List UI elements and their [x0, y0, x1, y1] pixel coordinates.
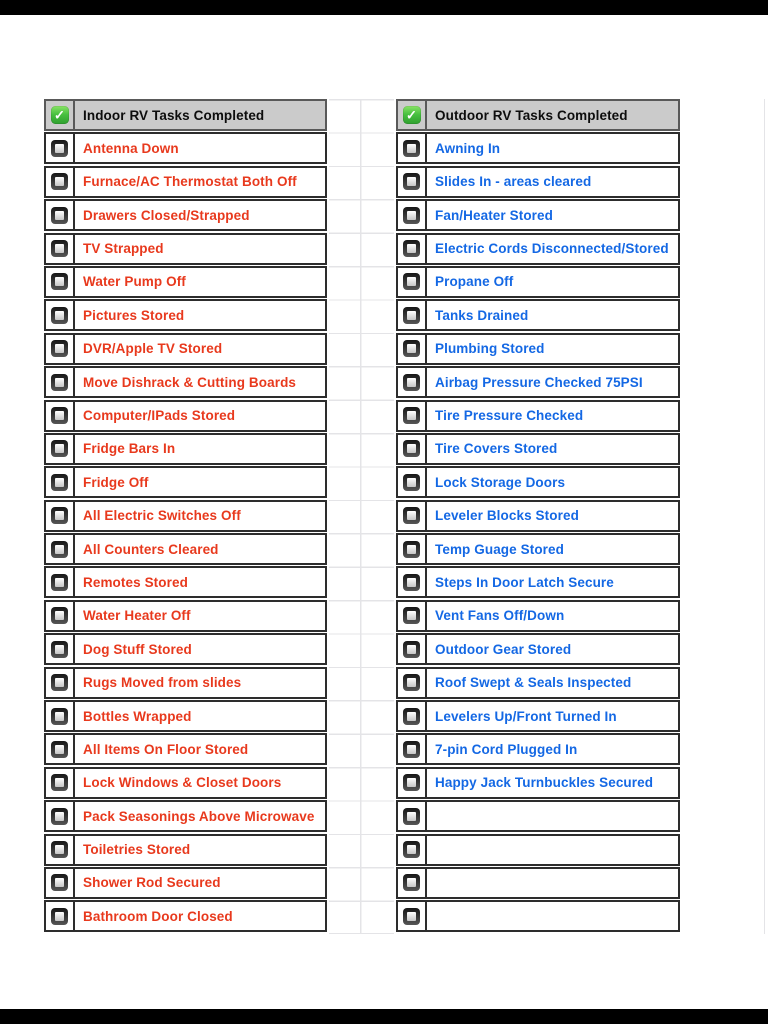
checkbox-unchecked-icon [403, 574, 420, 591]
table-row [396, 667, 680, 699]
checkbox-cell[interactable] [46, 836, 75, 864]
checkbox-unchecked-icon [51, 541, 68, 558]
checkbox-cell[interactable] [46, 902, 75, 930]
checked-checkbox-icon [51, 106, 69, 124]
document-page [0, 15, 768, 1009]
task-label: Levelers Up/Front Turned In [435, 708, 617, 724]
checkbox-unchecked-icon [403, 407, 420, 424]
checkbox-cell[interactable] [398, 235, 427, 263]
checkbox-unchecked-icon [403, 607, 420, 624]
checkbox-unchecked-icon [403, 440, 420, 457]
checkbox-unchecked-icon [51, 273, 68, 290]
spreadsheet-gridline-right [764, 99, 765, 934]
checkbox-cell[interactable] [46, 402, 75, 430]
table-row [44, 433, 327, 465]
task-label: Plumbing Stored [435, 341, 545, 357]
checkbox-cell[interactable] [46, 134, 75, 162]
table-row [44, 500, 327, 532]
table-row [44, 667, 327, 699]
task-label: Vent Fans Off/Down [435, 608, 565, 624]
table-row [396, 900, 680, 932]
checkbox-unchecked-icon [51, 574, 68, 591]
task-label: Bathroom Door Closed [83, 908, 233, 924]
checkbox-cell[interactable] [398, 134, 427, 162]
task-label: Rugs Moved from slides [83, 675, 242, 691]
checkbox-unchecked-icon [403, 240, 420, 257]
task-label: Propane Off [435, 274, 514, 290]
table-row [44, 333, 327, 365]
table-row [396, 400, 680, 432]
table-row [44, 400, 327, 432]
table-row [44, 800, 327, 832]
checkbox-cell[interactable] [398, 301, 427, 329]
table-row [44, 700, 327, 732]
checkbox-cell[interactable] [46, 635, 75, 663]
checkbox-cell[interactable] [46, 769, 75, 797]
table-row [44, 533, 327, 565]
checkbox-unchecked-icon [51, 607, 68, 624]
checkbox-cell[interactable] [46, 568, 75, 596]
task-label: Water Heater Off [83, 608, 191, 624]
task-label [427, 869, 678, 897]
checkbox-unchecked-icon [403, 207, 420, 224]
task-label: TV Strapped [83, 241, 164, 257]
table-row [44, 466, 327, 498]
outdoor-tasks-table [396, 99, 680, 932]
table-row [44, 199, 327, 231]
checkbox-unchecked-icon [51, 307, 68, 324]
checkbox-unchecked-icon [51, 808, 68, 825]
checkbox-cell[interactable] [398, 836, 427, 864]
checkbox-unchecked-icon [51, 874, 68, 891]
task-label: DVR/Apple TV Stored [83, 341, 223, 357]
task-label: All Items On Floor Stored [83, 741, 249, 757]
table-row [396, 199, 680, 231]
checked-checkbox-icon [403, 106, 421, 124]
checkbox-cell[interactable] [46, 535, 75, 563]
task-label: Bottles Wrapped [83, 708, 192, 724]
table-row [396, 333, 680, 365]
checkbox-cell[interactable] [46, 435, 75, 463]
checkbox-unchecked-icon [403, 841, 420, 858]
checkbox-cell[interactable] [46, 802, 75, 830]
table-row [396, 466, 680, 498]
checkbox-unchecked-icon [51, 774, 68, 791]
checkbox-unchecked-icon [51, 674, 68, 691]
task-label: Pictures Stored [83, 307, 185, 323]
checkbox-unchecked-icon [51, 474, 68, 491]
table-row [396, 600, 680, 632]
checkbox-cell[interactable] [46, 468, 75, 496]
task-label: Furnace/AC Thermostat Both Off [83, 174, 297, 190]
checkbox-unchecked-icon [51, 140, 68, 157]
table-row [396, 733, 680, 765]
task-label: 7-pin Cord Plugged In [435, 741, 578, 757]
table-row [44, 132, 327, 164]
task-label: Tire Covers Stored [435, 441, 558, 457]
checkbox-cell[interactable] [398, 468, 427, 496]
checkbox-cell[interactable] [46, 368, 75, 396]
checkmark-glyph: ✓ [406, 107, 417, 122]
checkbox-cell[interactable] [46, 669, 75, 697]
task-label: All Electric Switches Off [83, 508, 241, 524]
table-row [396, 767, 680, 799]
task-label: Tanks Drained [435, 307, 529, 323]
checkbox-cell[interactable] [46, 268, 75, 296]
checkbox-cell[interactable] [398, 535, 427, 563]
checkbox-cell[interactable] [46, 335, 75, 363]
task-label: Steps In Door Latch Secure [435, 574, 614, 590]
checkbox-cell[interactable] [398, 769, 427, 797]
checkbox-cell[interactable] [398, 435, 427, 463]
task-label: Drawers Closed/Strapped [83, 207, 250, 223]
checkbox-cell[interactable] [398, 702, 427, 730]
table-row [44, 266, 327, 298]
checkbox-unchecked-icon [51, 173, 68, 190]
indoor-header-title: Indoor RV Tasks Completed [83, 107, 265, 123]
task-label: Awning In [435, 140, 501, 156]
indoor-tasks-table [44, 99, 327, 932]
table-row [44, 834, 327, 866]
task-label: Outdoor Gear Stored [435, 641, 572, 657]
table-row [396, 299, 680, 331]
task-label: Shower Rod Secured [83, 875, 221, 891]
checkbox-unchecked-icon [403, 140, 420, 157]
task-label: All Counters Cleared [83, 541, 219, 557]
checkbox-cell[interactable] [398, 735, 427, 763]
task-label: Temp Guage Stored [435, 541, 564, 557]
checkbox-unchecked-icon [403, 474, 420, 491]
outdoor-header-row [396, 99, 680, 131]
table-row [44, 299, 327, 331]
checkbox-cell[interactable] [398, 268, 427, 296]
checkbox-cell[interactable] [398, 602, 427, 630]
task-label: Leveler Blocks Stored [435, 508, 579, 524]
checkbox-unchecked-icon [403, 307, 420, 324]
checkbox-unchecked-icon [403, 273, 420, 290]
checkbox-unchecked-icon [403, 374, 420, 391]
task-label: Lock Storage Doors [435, 474, 566, 490]
task-label: Pack Seasonings Above Microwave [83, 808, 315, 824]
task-label: Lock Windows & Closet Doors [83, 775, 282, 791]
indoor-header-checkbox-cell[interactable] [46, 101, 75, 129]
checkbox-unchecked-icon [403, 541, 420, 558]
task-label: Electric Cords Disconnected/Stored [435, 241, 669, 257]
table-row [44, 867, 327, 899]
table-row [396, 266, 680, 298]
checkbox-unchecked-icon [51, 507, 68, 524]
table-row [44, 633, 327, 665]
checkbox-cell[interactable] [46, 201, 75, 229]
checkbox-unchecked-icon [403, 741, 420, 758]
checkbox-unchecked-icon [403, 674, 420, 691]
checkbox-cell[interactable] [398, 402, 427, 430]
checkbox-unchecked-icon [403, 641, 420, 658]
task-label: Happy Jack Turnbuckles Secured [435, 775, 654, 791]
table-row [396, 166, 680, 198]
table-row [396, 800, 680, 832]
checkmark-glyph: ✓ [54, 107, 65, 122]
checkbox-unchecked-icon [403, 774, 420, 791]
task-label: Fridge Bars In [83, 441, 176, 457]
checkbox-unchecked-icon [51, 374, 68, 391]
task-label [427, 902, 678, 930]
checkbox-cell[interactable] [398, 502, 427, 530]
checkbox-unchecked-icon [51, 641, 68, 658]
task-label: Antenna Down [83, 140, 179, 156]
checkbox-unchecked-icon [51, 708, 68, 725]
checkbox-cell[interactable] [46, 702, 75, 730]
checkbox-cell[interactable] [398, 869, 427, 897]
checkbox-cell[interactable] [46, 735, 75, 763]
task-label: Remotes Stored [83, 574, 188, 590]
checkbox-unchecked-icon [403, 908, 420, 925]
table-row [396, 500, 680, 532]
checkbox-unchecked-icon [51, 908, 68, 925]
indoor-header-row [44, 99, 327, 131]
spreadsheet-gridlines [329, 99, 394, 934]
checkbox-cell[interactable] [46, 235, 75, 263]
checkbox-cell[interactable] [46, 869, 75, 897]
task-label: Tire Pressure Checked [435, 408, 584, 424]
checkbox-unchecked-icon [403, 808, 420, 825]
table-row [44, 900, 327, 932]
table-row [396, 433, 680, 465]
task-label: Airbag Pressure Checked 75PSI [435, 374, 643, 390]
checkbox-unchecked-icon [403, 340, 420, 357]
table-row [396, 834, 680, 866]
task-label: Slides In - areas cleared [435, 174, 592, 190]
task-label: Water Pump Off [83, 274, 186, 290]
checkbox-unchecked-icon [403, 874, 420, 891]
table-row [396, 233, 680, 265]
table-row [396, 867, 680, 899]
table-row [44, 767, 327, 799]
checkbox-unchecked-icon [51, 741, 68, 758]
outdoor-header-title: Outdoor RV Tasks Completed [435, 107, 628, 123]
outdoor-header-checkbox-cell[interactable] [398, 101, 427, 129]
table-row [44, 600, 327, 632]
task-label: Fan/Heater Stored [435, 207, 553, 223]
table-row [396, 700, 680, 732]
table-row [44, 366, 327, 398]
task-label: Fridge Off [83, 474, 149, 490]
checkbox-cell[interactable] [398, 201, 427, 229]
task-label: Roof Swept & Seals Inspected [435, 675, 632, 691]
checkbox-unchecked-icon [403, 708, 420, 725]
task-label [427, 836, 678, 864]
checkbox-cell[interactable] [46, 502, 75, 530]
table-row [44, 166, 327, 198]
checkbox-unchecked-icon [403, 507, 420, 524]
table-row [396, 633, 680, 665]
checkbox-unchecked-icon [51, 841, 68, 858]
table-row [396, 132, 680, 164]
task-label: Dog Stuff Stored [83, 641, 192, 657]
checkbox-cell[interactable] [398, 802, 427, 830]
task-label [427, 802, 678, 830]
checkbox-unchecked-icon [51, 207, 68, 224]
task-label: Toiletries Stored [83, 842, 191, 858]
table-row [44, 566, 327, 598]
table-row [396, 366, 680, 398]
checkbox-cell[interactable] [46, 602, 75, 630]
table-row [44, 733, 327, 765]
task-label: Computer/IPads Stored [83, 408, 236, 424]
checkbox-cell[interactable] [398, 902, 427, 930]
table-row [44, 233, 327, 265]
checkbox-cell[interactable] [46, 301, 75, 329]
checkbox-cell[interactable] [398, 568, 427, 596]
task-label: Move Dishrack & Cutting Boards [83, 374, 297, 390]
table-row [396, 566, 680, 598]
table-row [396, 533, 680, 565]
checkbox-unchecked-icon [51, 340, 68, 357]
checkbox-unchecked-icon [51, 240, 68, 257]
checkbox-cell[interactable] [398, 635, 427, 663]
checkbox-unchecked-icon [51, 440, 68, 457]
checkbox-unchecked-icon [403, 173, 420, 190]
checkbox-cell[interactable] [398, 368, 427, 396]
checkbox-cell[interactable] [398, 669, 427, 697]
checkbox-cell[interactable] [398, 335, 427, 363]
checkbox-cell[interactable] [398, 168, 427, 196]
checkbox-unchecked-icon [51, 407, 68, 424]
checkbox-cell[interactable] [46, 168, 75, 196]
